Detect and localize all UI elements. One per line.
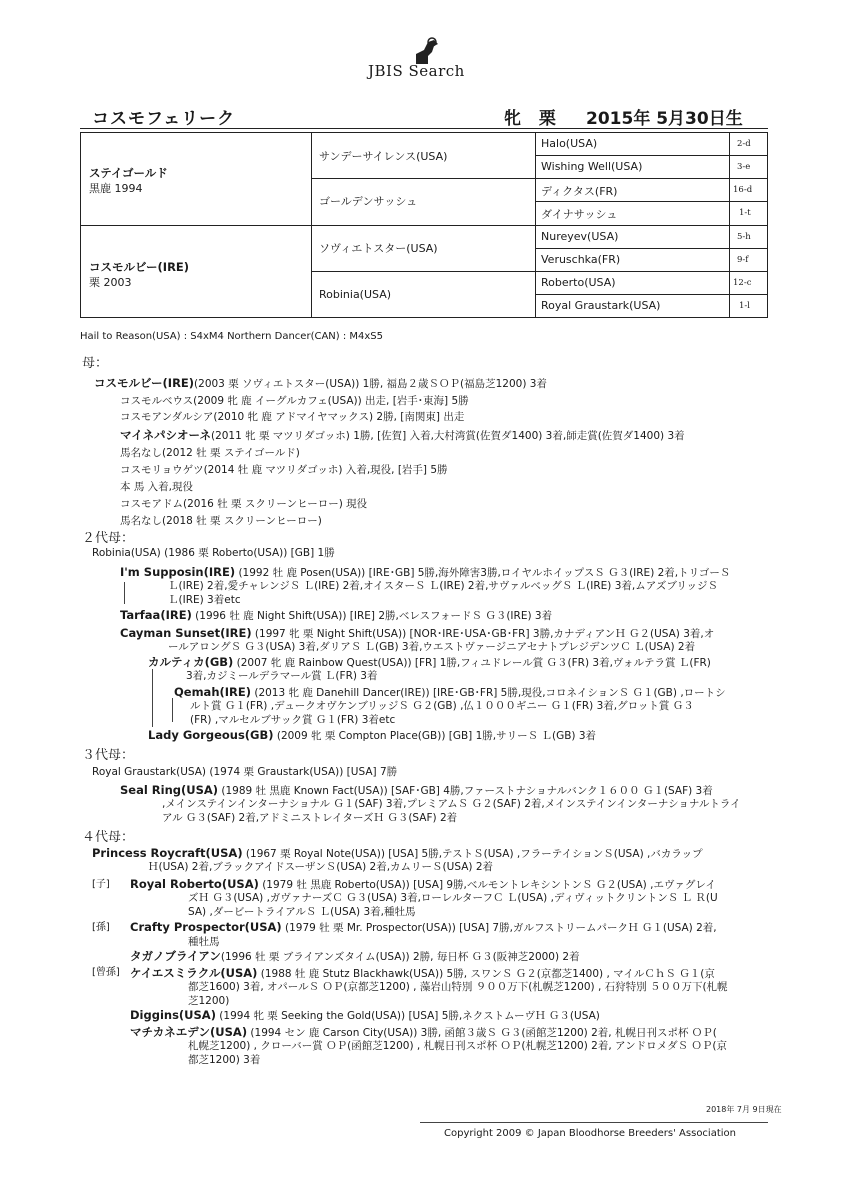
generation-tag: [子] — [92, 879, 110, 890]
record-text: (1989 牡 黒鹿 Known Fact(USA)) [SAF･GB] 4勝,ファーストナショナルバンク１６００ Ｇ１(SAF) 3着 — [218, 785, 713, 797]
record-text: Robinia(USA) (1986 栗 Roberto(USA)) [GB] 1勝 — [92, 547, 335, 559]
record-text: (1992 牡 鹿 Posen(USA)) [IRE･GB] 5勝,海外障害3勝,ロイヤルホイップスＳ Ｇ３(IRE) 2着,トリゴーＳ — [235, 567, 731, 579]
record-text: ルト賞 Ｇ１(FR) ,デュークオヴケンブリッジＳ Ｇ２(GB) ,仏１０００ギニー Ｇ１(FR) 3着,グロット賞 Ｇ３ — [190, 700, 694, 712]
record-line — [94, 376, 547, 391]
family-number: 2-d — [737, 139, 751, 149]
record-line — [130, 877, 716, 892]
sire-info: 黒鹿 1994 — [89, 182, 143, 195]
record-text: (1988 牡 鹿 Stutz Blackhawk(USA)) 5勝, スワンＳ Ｇ２(京都芝1400) , マイルＣｈＳ Ｇ１(京 — [257, 968, 715, 980]
dam-name: コスモルビー(IRE) — [89, 260, 190, 274]
record-text: (2011 牝 栗 マツリダゴッホ) 1勝, [佐賀] 入着,大村湾賞(佐賀ダ1400) 3着,師走賞(佐賀ダ1400) 3着 — [210, 430, 685, 442]
record-line — [162, 797, 741, 811]
record-text: 都芝1200) 3着 — [188, 1054, 261, 1066]
jbis-logo — [360, 36, 490, 84]
record-text: コスモリョウゲツ(2014 牡 鹿 マツリダゴッホ) 入着,現役, [岩手] 5勝 — [120, 464, 448, 476]
horse-birth-date: 2015年 5月30日生 — [586, 109, 743, 129]
lineage-bar — [152, 669, 153, 727]
record-line — [188, 1039, 727, 1053]
record-line — [190, 713, 395, 727]
record-text: 3着,カジミールデラマール賞 Ｌ(FR) 3着 — [186, 670, 378, 682]
record-line — [120, 497, 367, 511]
divider — [535, 248, 767, 249]
record-text: 芝1200) — [188, 995, 230, 1007]
record-line — [148, 860, 493, 874]
record-text: (1996 牡 栗 ブライアンズタイム(USA)) 2勝, 毎日杯 Ｇ３(阪神芝2000) 2着 — [220, 951, 580, 963]
gen2-ancestor: サンデーサイレンス(USA) — [319, 150, 448, 163]
record-text: (2003 栗 ソヴィエトスター(USA)) 1勝, 福島２歳ＳＯＰ(福島芝1200) 3着 — [194, 378, 547, 390]
record-text: (FR) ,マルセルブサック賞 Ｇ１(FR) 3着etc — [190, 714, 396, 726]
horse-name: コスモルビー(IRE) — [94, 376, 195, 390]
section-heading: ４代母： — [82, 830, 135, 845]
record-line — [162, 811, 457, 825]
record-line — [188, 980, 728, 994]
horse-name: タガノブライアン — [130, 949, 221, 963]
date-note: 2018年 7月 9日現在 — [706, 1105, 782, 1114]
record-text: 種牡馬 — [188, 936, 220, 948]
horse-name: Qemah(IRE) — [174, 685, 252, 699]
record-text: (2007 牝 鹿 Rainbow Quest(USA)) [FR] 1勝,フィユドレール賞 Ｇ３(FR) 3着,ヴォルテラ賞 Ｌ(FR) — [233, 657, 711, 669]
record-line — [188, 1053, 260, 1067]
dam-info: 栗 2003 — [89, 276, 132, 289]
divider — [535, 294, 767, 295]
record-line — [120, 565, 730, 580]
record-text: コスモアンダルシア(2010 牝 鹿 アドマイヤマックス) 2勝, [南関東] 出走 — [120, 411, 465, 423]
record-text: SA) ,ダービートライアルＳ Ｌ(USA) 3着,種牡馬 — [188, 906, 416, 918]
footer-rule — [420, 1122, 768, 1123]
record-line — [168, 579, 718, 593]
horse-name: マチカネエデン(USA) — [130, 1025, 248, 1039]
family-number: 1-t — [739, 208, 751, 218]
family-number: 1-l — [739, 301, 750, 311]
record-line — [188, 935, 220, 949]
record-text: アル Ｇ３(SAF) 2着,アドミニストレイターズＨ Ｇ３(SAF) 2着 — [162, 812, 458, 824]
record-line — [130, 966, 715, 981]
gen3-ancestor: Roberto(USA) — [541, 276, 616, 289]
record-text: (1994 牝 栗 Seeking the Gold(USA)) [USA] 5勝,ネクストムーヴＨ Ｇ３(USA) — [215, 1010, 600, 1022]
record-line — [168, 593, 241, 607]
gen2-ancestor: ゴールデンサッシュ — [319, 195, 418, 208]
record-line — [188, 994, 229, 1008]
record-line — [148, 655, 711, 670]
record-text: Ｌ(IRE) 3着etc — [168, 594, 241, 606]
gen2-ancestor: Robinia(USA) — [319, 288, 392, 301]
divider — [535, 201, 767, 202]
horse-name: Lady Gorgeous(GB) — [148, 728, 274, 742]
horse-name: Crafty Prospector(USA) — [130, 920, 282, 934]
record-line — [120, 410, 464, 424]
record-text: (2009 牝 栗 Compton Place(GB)) [GB] 1勝,サリーＳ Ｌ(GB) 3着 — [273, 730, 597, 742]
horse-name: Cayman Sunset(IRE) — [120, 626, 252, 640]
record-line — [120, 394, 469, 408]
record-text: Ｌ(IRE) 2着,愛チャレンジＳ Ｌ(IRE) 2着,オイスターＳ Ｌ(IRE) 2着,サヴァルベッグＳ Ｌ(IRE) 3着,ムアズブリッジＳ — [168, 580, 718, 592]
record-text: (1996 牡 鹿 Night Shift(USA)) [IRE] 2勝,ベレスフォードＳ Ｇ３(IRE) 3着 — [191, 610, 553, 622]
gen2-ancestor: ソヴィエトスター(USA) — [319, 242, 438, 255]
header-rule — [80, 128, 768, 129]
horse-name: コスモフェリーク — [92, 109, 236, 129]
gen3-ancestor: Nureyev(USA) — [541, 230, 619, 243]
record-line — [130, 1008, 600, 1023]
horse-name: I'm Supposin(IRE) — [120, 565, 236, 579]
record-line — [120, 608, 552, 623]
horse-sex-color: 牝 栗 — [504, 109, 562, 129]
horse-name: マイネパシオーネ — [120, 428, 211, 442]
inbreeding-note: Hail to Reason(USA) : S4xM4 Northern Dancer(CAN) : M4xS5 — [80, 331, 384, 342]
record-line — [174, 685, 726, 700]
horse-name: Royal Roberto(USA) — [130, 877, 259, 891]
gen3-ancestor: Royal Graustark(USA) — [541, 299, 661, 312]
record-text: (1979 牡 黒鹿 Roberto(USA)) [USA] 9勝,ベルモントレキシントンＳ Ｇ２(USA) ,エヴァグレイ — [258, 879, 716, 891]
record-text: (2013 牝 鹿 Danehill Dancer(IRE)) [IRE･GB･FR] 5勝,現役,コロネイションＳ Ｇ１(GB) ,ロートシ — [251, 687, 726, 699]
record-line — [120, 626, 714, 641]
logo-text: JBIS Search — [368, 62, 465, 80]
record-line — [130, 920, 717, 935]
family-number: 3-e — [737, 162, 751, 172]
record-line — [120, 514, 322, 528]
family-number: 9-f — [737, 255, 749, 265]
horse-name: ケイエスミラクル(USA) — [130, 966, 258, 980]
record-text: Royal Graustark(USA) (1974 栗 Graustark(USA)) [USA] 7勝 — [92, 766, 398, 778]
lineage-bar — [172, 698, 173, 722]
lineage-bar — [124, 582, 125, 604]
copyright: Copyright 2009 © Japan Bloodhorse Breeders' Association — [444, 1128, 736, 1139]
record-text: (1997 牝 栗 Night Shift(USA)) [NOR･IRE･USA･GB･FR] 3勝,カナディアンＨ Ｇ２(USA) 3着,オ — [251, 628, 715, 640]
pedigree-table — [80, 132, 768, 318]
record-text: コスモアドム(2016 牡 栗 スクリーンヒーロー) 現役 — [120, 498, 368, 510]
record-text: (1967 栗 Royal Note(USA)) [USA] 5勝,テストＳ(USA) ,フラーテイションＳ(USA) ,バカラップ — [242, 848, 703, 860]
record-line — [120, 783, 713, 798]
section-heading: ２代母： — [82, 531, 135, 546]
record-line — [120, 428, 685, 443]
generation-tag: [曾孫] — [92, 967, 120, 978]
record-line — [148, 728, 596, 743]
gen3-ancestor: ダイナサッシュ — [541, 208, 618, 221]
gen3-ancestor: Halo(USA) — [541, 137, 598, 150]
record-line — [188, 891, 718, 905]
gen3-ancestor: Wishing Well(USA) — [541, 160, 643, 173]
record-line — [120, 446, 300, 460]
record-text: 札幌芝1200) , クローバー賞 ＯＰ(函館芝1200) , 札幌日刊スポ杯 ＯＰ(札幌芝1200) 2着, アンドロメダＳ ＯＰ(京 — [188, 1040, 728, 1052]
record-text: 馬名なし(2012 牡 栗 ステイゴールド) — [120, 447, 300, 459]
sire-name: ステイゴールド — [89, 166, 168, 180]
record-line — [92, 765, 397, 779]
gen3-ancestor: Veruschka(FR) — [541, 253, 621, 266]
record-text: ,メインステインインターナショナル Ｇ１(SAF) 3着,プレミアムＳ Ｇ２(SAF) 2着,メインステインインターナショナルトライ — [162, 798, 741, 810]
family-number: 16-d — [733, 185, 753, 195]
record-line — [92, 846, 703, 861]
record-line — [120, 463, 448, 477]
record-line — [130, 1025, 717, 1040]
record-text: (1979 牡 栗 Mr. Prospector(USA)) [USA] 7勝,ガルフストリームパークＨ Ｇ１(USA) 2着, — [281, 922, 717, 934]
record-text: 都芝1600) 3着, オパールＳ ＯＰ(京都芝1200) , 藻岩山特別 ９００万下(札幌芝1200) , 石狩特別 ５００万下(札幌 — [188, 981, 728, 993]
record-line — [168, 640, 695, 654]
record-line — [186, 669, 377, 683]
record-line — [130, 949, 580, 964]
family-number: 5-h — [737, 232, 751, 242]
divider — [81, 225, 767, 226]
divider — [311, 271, 767, 272]
record-text: 本 馬 入着,現役 — [120, 481, 194, 493]
horse-name: Diggins(USA) — [130, 1008, 216, 1022]
record-line — [120, 480, 193, 494]
record-text: コスモルベウス(2009 牝 鹿 イーグルカフェ(USA)) 出走, [岩手･東海] 5勝 — [120, 395, 469, 407]
record-line — [188, 905, 415, 919]
horse-name: Seal Ring(USA) — [120, 783, 219, 797]
family-number: 12-c — [733, 278, 752, 288]
horse-name: カルティカ(GB) — [148, 655, 234, 669]
record-line — [190, 699, 694, 713]
divider — [311, 178, 767, 179]
divider — [535, 155, 767, 156]
record-text: ールアロングＳ Ｇ３(USA) 3着,ダリアＳ Ｌ(GB) 3着,ウエストヴァージニアセナトプレジデンツＣ Ｌ(USA) 2着 — [168, 641, 696, 653]
record-text: ズＨ Ｇ３(USA) ,ガヴァナーズＣ Ｇ３(USA) 3着,ローレルターフＣ Ｌ(USA) ,ディヴィットクリントンＳ Ｌ Ｒ(U — [188, 892, 718, 904]
horse-name: Tarfaa(IRE) — [120, 608, 192, 622]
record-line — [92, 546, 335, 560]
generation-tag: [孫] — [92, 922, 110, 933]
horse-name: Princess Roycraft(USA) — [92, 846, 243, 860]
record-text: Ｈ(USA) 2着,ブラックアイドスーザンＳ(USA) 2着,カムリーＳ(USA) 2着 — [148, 861, 493, 873]
section-heading: 母： — [82, 356, 109, 371]
record-text: (1994 セン 鹿 Carson City(USA)) 3勝, 函館３歳Ｓ Ｇ３(函館芝1200) 2着, 札幌日刊スポ杯 ＯＰ( — [247, 1027, 717, 1039]
record-text: 馬名なし(2018 牡 栗 スクリーンヒーロー) — [120, 515, 322, 527]
section-heading: ３代母： — [82, 748, 135, 763]
gen3-ancestor: ディクタス(FR) — [541, 185, 618, 198]
